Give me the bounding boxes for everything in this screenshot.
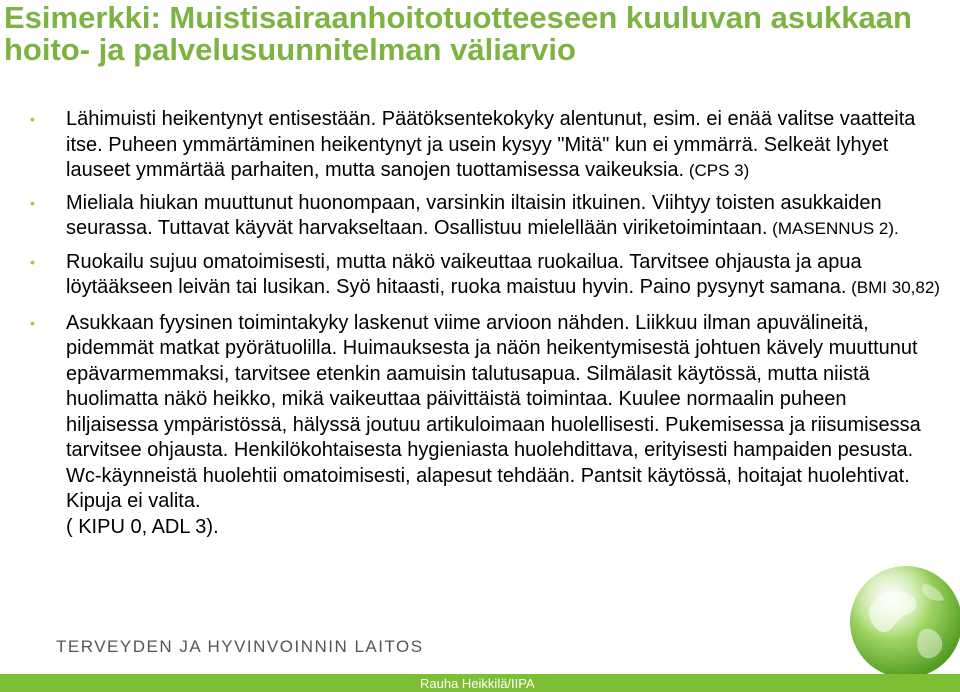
bullet-text: Ruokailu sujuu omatoimisesti, mutta näkö vaikeuttaa ruokailua. Tarvitsee ohjausta ja apua löytääkseen leivän tai lusikan. Syö hitaasti, ruoka maistuu hyvin. Paino pysynyt samana.	[66, 250, 862, 298]
bullet-text: Asukkaan fyysinen toimintakyky laskenut viime arvioon nähden. Liikkuu ilman apuvälineitä, pidemmät matkat pyörätuolilla. Huimauksesta ja näön heikentymisestä johtuen kävely muuttunut epävarmemmaksi, tarvitsee etenkin aamuisin talutusapua. Silmälasit käytössä, mutta niistä huolimatta näkö heikko, mikä vaikeuttaa päivittäistä toimintaa. Kuulee normaalin puheen hiljaisessa ympäristössä, hälyssä joutuu artikuloimaan huolellisesti. Pukemisessa ja riisumisessa tarvitsee ohjausta. Henkilökohtaisesta hygieniasta huolehdittava, erityisesti hampaiden pesusta. Wc-käynneistä huolehtii omatoimisesti, alapesut tehdään. Pantsit käytössä, hoitajat huolehtivat. Kipuja ei valita.	[66, 311, 921, 512]
bullet-item	[0, 107, 960, 184]
bullet-dot-icon: •	[30, 111, 35, 127]
bullet-item	[0, 311, 960, 541]
bullet-dot-icon: •	[30, 314, 35, 331]
bullet-text: Lähimuisti heikentynyt entisestään. Päätöksentekokyky alentunut, esim. ei enää valitse vaatteita itse. Puheen ymmärtäminen heikentynyt ja usein kysyy "Mitä" kun ei ymmärrä. Selkeät lyhyet lauseet ymmärtää parhaiten, mutta sanojen tuottamisessa vaikeuksia.	[66, 108, 916, 181]
bullet-score: (CPS 3)	[684, 161, 750, 180]
bullet-list	[0, 107, 960, 549]
footer-organization: TERVEYDEN JA HYVINVOINNIN LAITOS	[56, 637, 424, 656]
bullet-item	[0, 250, 960, 301]
globe-shine	[850, 566, 960, 674]
bullet-text: Mieliala hiukan muuttunut huonompaan, varsinkin iltaisin itkuinen. Viihtyy toisten asukkaiden seurassa. Tuttavat käyvät harvakseltaan. Osallistuu mielellään viriketoimintaan.	[66, 191, 882, 239]
slide-title: Esimerkki: Muistisairaanhoitotuotteeseen kuuluvan asukkaan hoito- ja palvelusuunnitelman väliarvio	[4, 0, 912, 67]
bullet-score: ( KIPU 0, ADL 3).	[66, 515, 219, 538]
bullet-item	[0, 191, 960, 242]
bullet-score: (BMI 30,82)	[846, 278, 940, 297]
bullet-score: (MASENNUS 2).	[767, 219, 899, 238]
footer-author: Rauha Heikkilä/IIPA	[420, 676, 535, 691]
green-globe-icon	[812, 550, 960, 674]
bullet-dot-icon: •	[30, 194, 35, 211]
bullet-dot-icon: •	[30, 253, 35, 270]
